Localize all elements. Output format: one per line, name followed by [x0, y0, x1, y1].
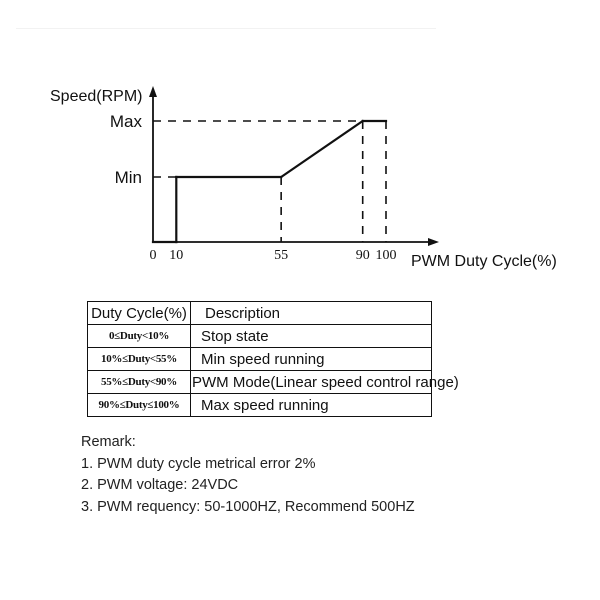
- y-tick-label: Min: [114, 168, 142, 187]
- table-cell-description: PWM Mode(Linear speed control range): [191, 371, 432, 394]
- table-cell-range: 0≤Duty<10%: [88, 325, 191, 348]
- remark-item: 1. PWM duty cycle metrical error 2%: [81, 455, 316, 472]
- remarks-title: Remark:: [81, 434, 136, 450]
- table-row: [88, 371, 432, 394]
- table-cell-range: 10%≤Duty<55%: [88, 348, 191, 371]
- y-axis-title: Speed(RPM): [50, 88, 143, 105]
- table-row: [88, 394, 432, 417]
- series-segment: [281, 121, 363, 177]
- remark-item: 2. PWM voltage: 24VDC: [81, 477, 239, 493]
- x-tick-label: 0: [149, 248, 157, 263]
- chart-axes: [149, 86, 439, 246]
- remarks-section: [81, 432, 415, 518]
- duty-cycle-table: [87, 301, 459, 417]
- table-cell-description: Max speed running: [191, 394, 432, 417]
- table-header-duty-cycle: Duty Cycle(%): [88, 302, 191, 325]
- table-row: [88, 348, 432, 371]
- table-row: [88, 325, 432, 348]
- x-tick-label: 100: [375, 248, 397, 263]
- x-axis-title: PWM Duty Cycle(%): [411, 253, 557, 270]
- table-cell-range: 90%≤Duty≤100%: [88, 394, 191, 417]
- x-tick-label: 90: [355, 248, 370, 263]
- remark-item: 3. PWM requency: 50-1000HZ, Recommend 500HZ: [81, 498, 415, 515]
- table-cell-description: Min speed running: [191, 348, 432, 371]
- x-tick-label: 55: [274, 248, 289, 263]
- table-header-row: [88, 302, 432, 325]
- speed-vs-duty-chart: [0, 0, 600, 290]
- y-tick-label: Max: [109, 112, 142, 131]
- chart-guide-lines: [153, 121, 386, 242]
- x-tick-label: 10: [169, 248, 184, 263]
- x-axis-arrow: [428, 238, 439, 246]
- table-header-description: Description: [191, 302, 432, 325]
- table-cell-range: 55%≤Duty<90%: [88, 371, 191, 394]
- y-axis-arrow: [149, 86, 157, 97]
- chart-series-layer: [153, 121, 386, 242]
- table-cell-description: Stop state: [191, 325, 432, 348]
